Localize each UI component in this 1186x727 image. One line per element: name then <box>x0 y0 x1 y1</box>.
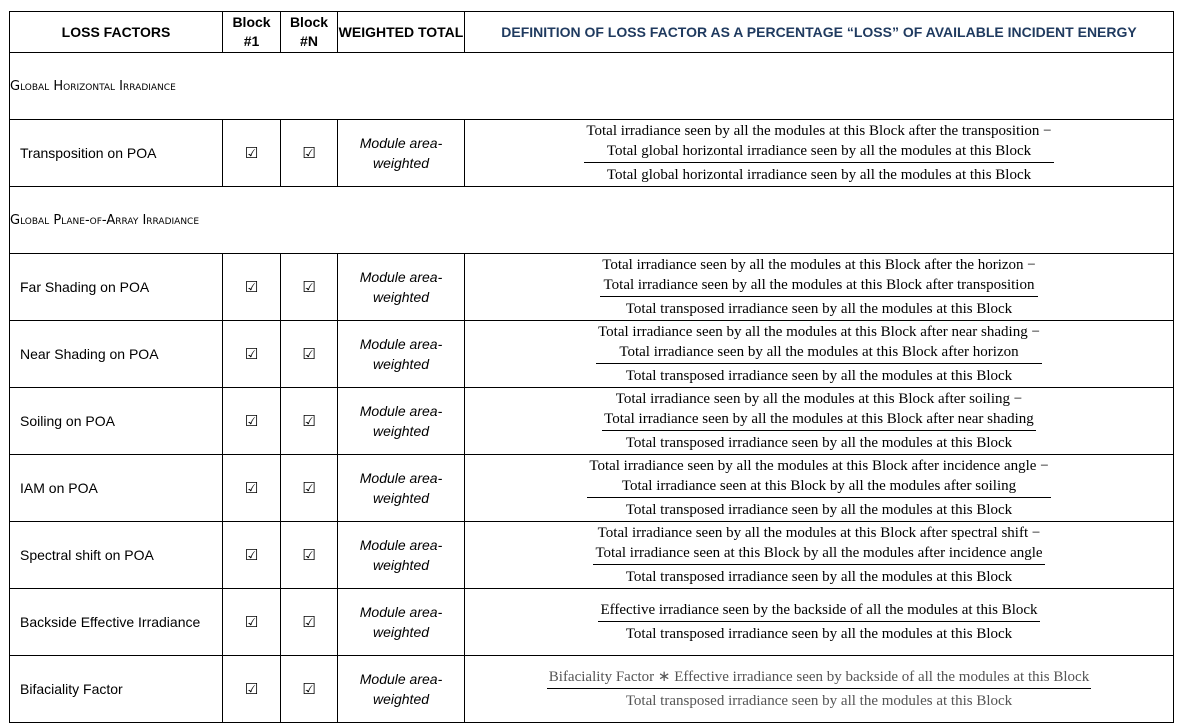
weighted-total-cell: Module area-weighted <box>338 656 465 723</box>
loss-factors-table <box>9 11 1174 723</box>
row-label: Far Shading on POA <box>10 254 223 321</box>
checkbox-block-1: ☑ <box>223 120 281 187</box>
row-label: Spectral shift on POA <box>10 522 223 589</box>
fraction-numerator: Bifaciality Factor ∗ Effective irradiance seen by backside of all the modules at this Block <box>547 667 1091 689</box>
fraction <box>600 255 1038 319</box>
checkbox-block-1: ☑ <box>223 522 281 589</box>
checkbox-block-n: ☑ <box>281 120 338 187</box>
fraction <box>598 600 1039 644</box>
numerator-line-1: Total irradiance seen by all the modules at this Block after near shading − <box>598 324 1040 340</box>
fraction <box>547 667 1091 711</box>
numerator-line-1: Total irradiance seen by all the modules at this Block after soiling − <box>615 391 1023 407</box>
weighted-total-cell: Module area-weighted <box>338 388 465 455</box>
row-label: Transposition on POA <box>10 120 223 187</box>
table-row <box>10 254 1174 321</box>
header-row <box>10 12 1174 53</box>
numerator-line-2: Total irradiance seen by all the modules at this Block after transposition <box>603 277 1035 293</box>
weighted-total-cell: Module area-weighted <box>338 455 465 522</box>
fraction-denominator: Total transposed irradiance seen by all the modules at this Block <box>625 626 1013 642</box>
checkbox-block-1: ☑ <box>223 656 281 723</box>
checkbox-block-n: ☑ <box>281 321 338 388</box>
checkbox-block-n: ☑ <box>281 589 338 656</box>
checkbox-block-n: ☑ <box>281 388 338 455</box>
weighted-total-cell: Module area-weighted <box>338 254 465 321</box>
fraction <box>596 322 1042 386</box>
fraction-numerator <box>596 322 1042 364</box>
row-label: Bifaciality Factor <box>10 656 223 723</box>
numerator-line-2: Total irradiance seen at this Block by all the modules after soiling <box>621 478 1017 494</box>
fraction-denominator: Total transposed irradiance seen by all the modules at this Block <box>625 301 1013 317</box>
header-block-n: Block #N <box>281 12 338 53</box>
checkbox-block-1: ☑ <box>223 589 281 656</box>
row-label: Soiling on POA <box>10 388 223 455</box>
table-row <box>10 589 1174 656</box>
fraction-numerator <box>587 456 1050 498</box>
table-row <box>10 455 1174 522</box>
row-label: Near Shading on POA <box>10 321 223 388</box>
numerator-line-1: Total irradiance seen by all the modules at this Block after spectral shift − <box>597 525 1041 541</box>
section-title-poa: Global Plane-of-Array Irradiance <box>10 187 1174 254</box>
fraction-denominator: Total transposed irradiance seen by all the modules at this Block <box>625 435 1013 451</box>
fraction-denominator: Total global horizontal irradiance seen by all the modules at this Block <box>606 167 1032 183</box>
fraction-denominator: Total transposed irradiance seen by all the modules at this Block <box>625 693 1013 709</box>
definition-formula <box>465 656 1174 723</box>
checkbox-block-n: ☑ <box>281 522 338 589</box>
numerator-line-1: Total irradiance seen by all the modules at this Block after the transposition − <box>586 123 1052 139</box>
numerator-line-2: Total irradiance seen at this Block by all the modules after incidence angle <box>595 545 1043 561</box>
definition-formula <box>465 455 1174 522</box>
fraction-numerator <box>600 255 1038 297</box>
checkbox-block-1: ☑ <box>223 455 281 522</box>
definition-formula <box>465 589 1174 656</box>
table-row <box>10 656 1174 723</box>
table-row <box>10 321 1174 388</box>
header-block-1: Block #1 <box>223 12 281 53</box>
row-label: Backside Effective Irradiance <box>10 589 223 656</box>
fraction-denominator: Total transposed irradiance seen by all the modules at this Block <box>625 368 1013 384</box>
checkbox-block-1: ☑ <box>223 254 281 321</box>
definition-formula <box>465 522 1174 589</box>
fraction <box>584 121 1053 185</box>
fraction <box>602 389 1036 453</box>
definition-formula <box>465 321 1174 388</box>
numerator-line-2: Total irradiance seen by all the modules at this Block after horizon <box>619 344 1019 360</box>
checkbox-block-n: ☑ <box>281 455 338 522</box>
fraction <box>587 456 1050 520</box>
fraction-numerator <box>602 389 1036 431</box>
checkbox-block-1: ☑ <box>223 388 281 455</box>
header-weighted-total: WEIGHTED TOTAL <box>338 12 465 53</box>
section-row-poa <box>10 187 1174 254</box>
definition-formula <box>465 254 1174 321</box>
definition-formula <box>465 388 1174 455</box>
header-definition: DEFINITION OF LOSS FACTOR AS A PERCENTAGE “LOSS” OF AVAILABLE INCIDENT ENERGY <box>465 12 1174 53</box>
table-row <box>10 388 1174 455</box>
checkbox-block-n: ☑ <box>281 656 338 723</box>
fraction-numerator <box>593 523 1044 565</box>
fraction <box>593 523 1044 587</box>
weighted-total-cell: Module area-weighted <box>338 522 465 589</box>
numerator-line-1: Total irradiance seen by all the modules at this Block after the horizon − <box>602 257 1036 273</box>
numerator-line-2: Total global horizontal irradiance seen by all the modules at this Block <box>606 143 1032 159</box>
numerator-line-1: Total irradiance seen by all the modules at this Block after incidence angle − <box>589 458 1049 474</box>
weighted-total-cell: Module area-weighted <box>338 120 465 187</box>
section-title-ghi: Global Horizontal Irradiance <box>10 53 1174 120</box>
header-loss-factors: LOSS FACTORS <box>10 12 223 53</box>
table-row <box>10 120 1174 187</box>
fraction-denominator: Total transposed irradiance seen by all the modules at this Block <box>625 502 1013 518</box>
checkbox-block-n: ☑ <box>281 254 338 321</box>
fraction-numerator <box>584 121 1053 163</box>
section-row-ghi <box>10 53 1174 120</box>
row-label: IAM on POA <box>10 455 223 522</box>
fraction-denominator: Total transposed irradiance seen by all the modules at this Block <box>625 569 1013 585</box>
table-row <box>10 522 1174 589</box>
numerator-line-2: Total irradiance seen by all the modules at this Block after near shading <box>604 411 1034 427</box>
definition-formula <box>465 120 1174 187</box>
weighted-total-cell: Module area-weighted <box>338 321 465 388</box>
checkbox-block-1: ☑ <box>223 321 281 388</box>
weighted-total-cell: Module area-weighted <box>338 589 465 656</box>
fraction-numerator: Effective irradiance seen by the backside of all the modules at this Block <box>598 600 1039 622</box>
